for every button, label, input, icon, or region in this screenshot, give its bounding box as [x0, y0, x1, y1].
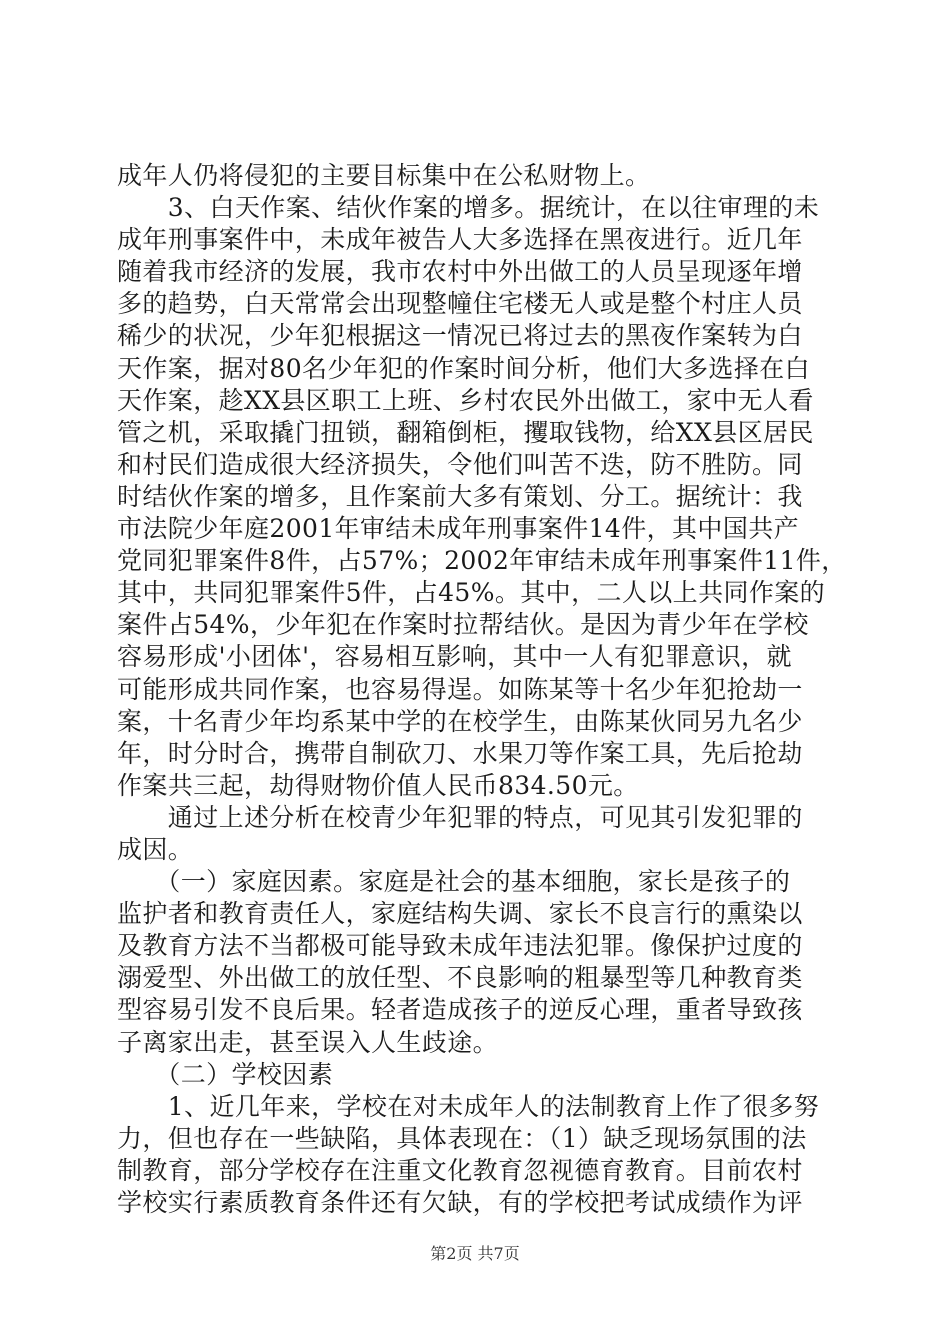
text-line: 稀少的状况，少年犯根据这一情况已将过去的黑夜作案转为白 [117, 321, 803, 351]
text-line: 市法院少年庭2001年审结未成年刑事案件14件，其中国共产 [117, 514, 800, 544]
text-line: 多的趋势，白天常常会出现整幢住宅楼无人或是整个村庄人员 [117, 289, 803, 319]
text-line: 及教育方法不当都极可能导致未成年违法犯罪。像保护过度的 [117, 931, 803, 961]
text-line: 其中，共同犯罪案件5件，占45%。其中，二人以上共同作案的 [117, 578, 826, 608]
text-line: 管之机，采取撬门扭锁，翻箱倒柜，攫取钱物，给XX县区居民 [117, 417, 814, 447]
text-line: 成年刑事案件中，未成年被告人大多选择在黑夜进行。近几年 [117, 225, 803, 255]
text-line: 3、白天作案、结伙作案的增多。据统计，在以往审理的未 [117, 193, 820, 223]
text-line: 容易形成'小团体'，容易相互影响，其中一人有犯罪意识，就 [117, 642, 792, 672]
text-line: 天作案，据对80名少年犯的作案时间分析，他们大多选择在白 [117, 353, 811, 383]
document-body [117, 160, 847, 1219]
text-line: 制教育，部分学校存在注重文化教育忽视德育教育。目前农村 [117, 1155, 803, 1185]
text-line: 案，十名青少年均系某中学的在校学生，由陈某伙同另九名少 [117, 706, 803, 736]
text-line: 作案共三起，劫得财物价值人民币834.50元。 [117, 770, 639, 800]
text-line: 和村民们造成很大经济损失，令他们叫苦不迭，防不胜防。同 [117, 449, 803, 479]
text-line: 成因。 [117, 834, 194, 864]
text-line: 力，但也存在一些缺陷，具体表现在：（1）缺乏现场氛围的法 [117, 1123, 807, 1153]
text-line: （二）学校因素 [117, 1059, 334, 1089]
text-line: 型容易引发不良后果。轻者造成孩子的逆反心理，重者导致孩 [117, 995, 803, 1025]
text-line: 溺爱型、外出做工的放任型、不良影响的粗暴型等几种教育类 [117, 963, 803, 993]
text-line: 随着我市经济的发展，我市农村中外出做工的人员呈现逐年增 [117, 257, 803, 287]
text-line: 案件占54%，少年犯在作案时拉帮结伙。是因为青少年在学校 [117, 610, 809, 640]
text-line: 学校实行素质教育条件还有欠缺，有的学校把考试成绩作为评 [117, 1188, 803, 1217]
text-line: 可能形成共同作案，也容易得逞。如陈某等十名少年犯抢劫一 [117, 674, 803, 704]
text-line: （一）家庭因素。家庭是社会的基本细胞，家长是孩子的 [117, 867, 791, 897]
text-line: 天作案，趁XX县区职工上班、乡村农民外出做工，家中无人看 [117, 385, 814, 415]
text-line: 年，时分时合，携带自制砍刀、水果刀等作案工具，先后抢劫 [117, 738, 803, 768]
text-line: 成年人仍将侵犯的主要目标集中在公私财物上。 [117, 161, 651, 190]
text-line: 子离家出走，甚至误入人生歧途。 [117, 1027, 499, 1057]
text-line: 党同犯罪案件8件，占57%；2002年审结未成年刑事案件11件， [117, 546, 847, 576]
text-line: 监护者和教育责任人，家庭结构失调、家长不良言行的熏染以 [117, 899, 803, 929]
text-line: 通过上述分析在校青少年犯罪的特点，可见其引发犯罪的 [117, 802, 803, 832]
text-line: 1、近几年来，学校在对未成年人的法制教育上作了很多努 [117, 1091, 820, 1121]
text-line: 时结伙作案的增多，且作案前大多有策划、分工。据统计：我 [117, 481, 803, 511]
page-number-footer: 第2页 共7页 [430, 1244, 520, 1263]
